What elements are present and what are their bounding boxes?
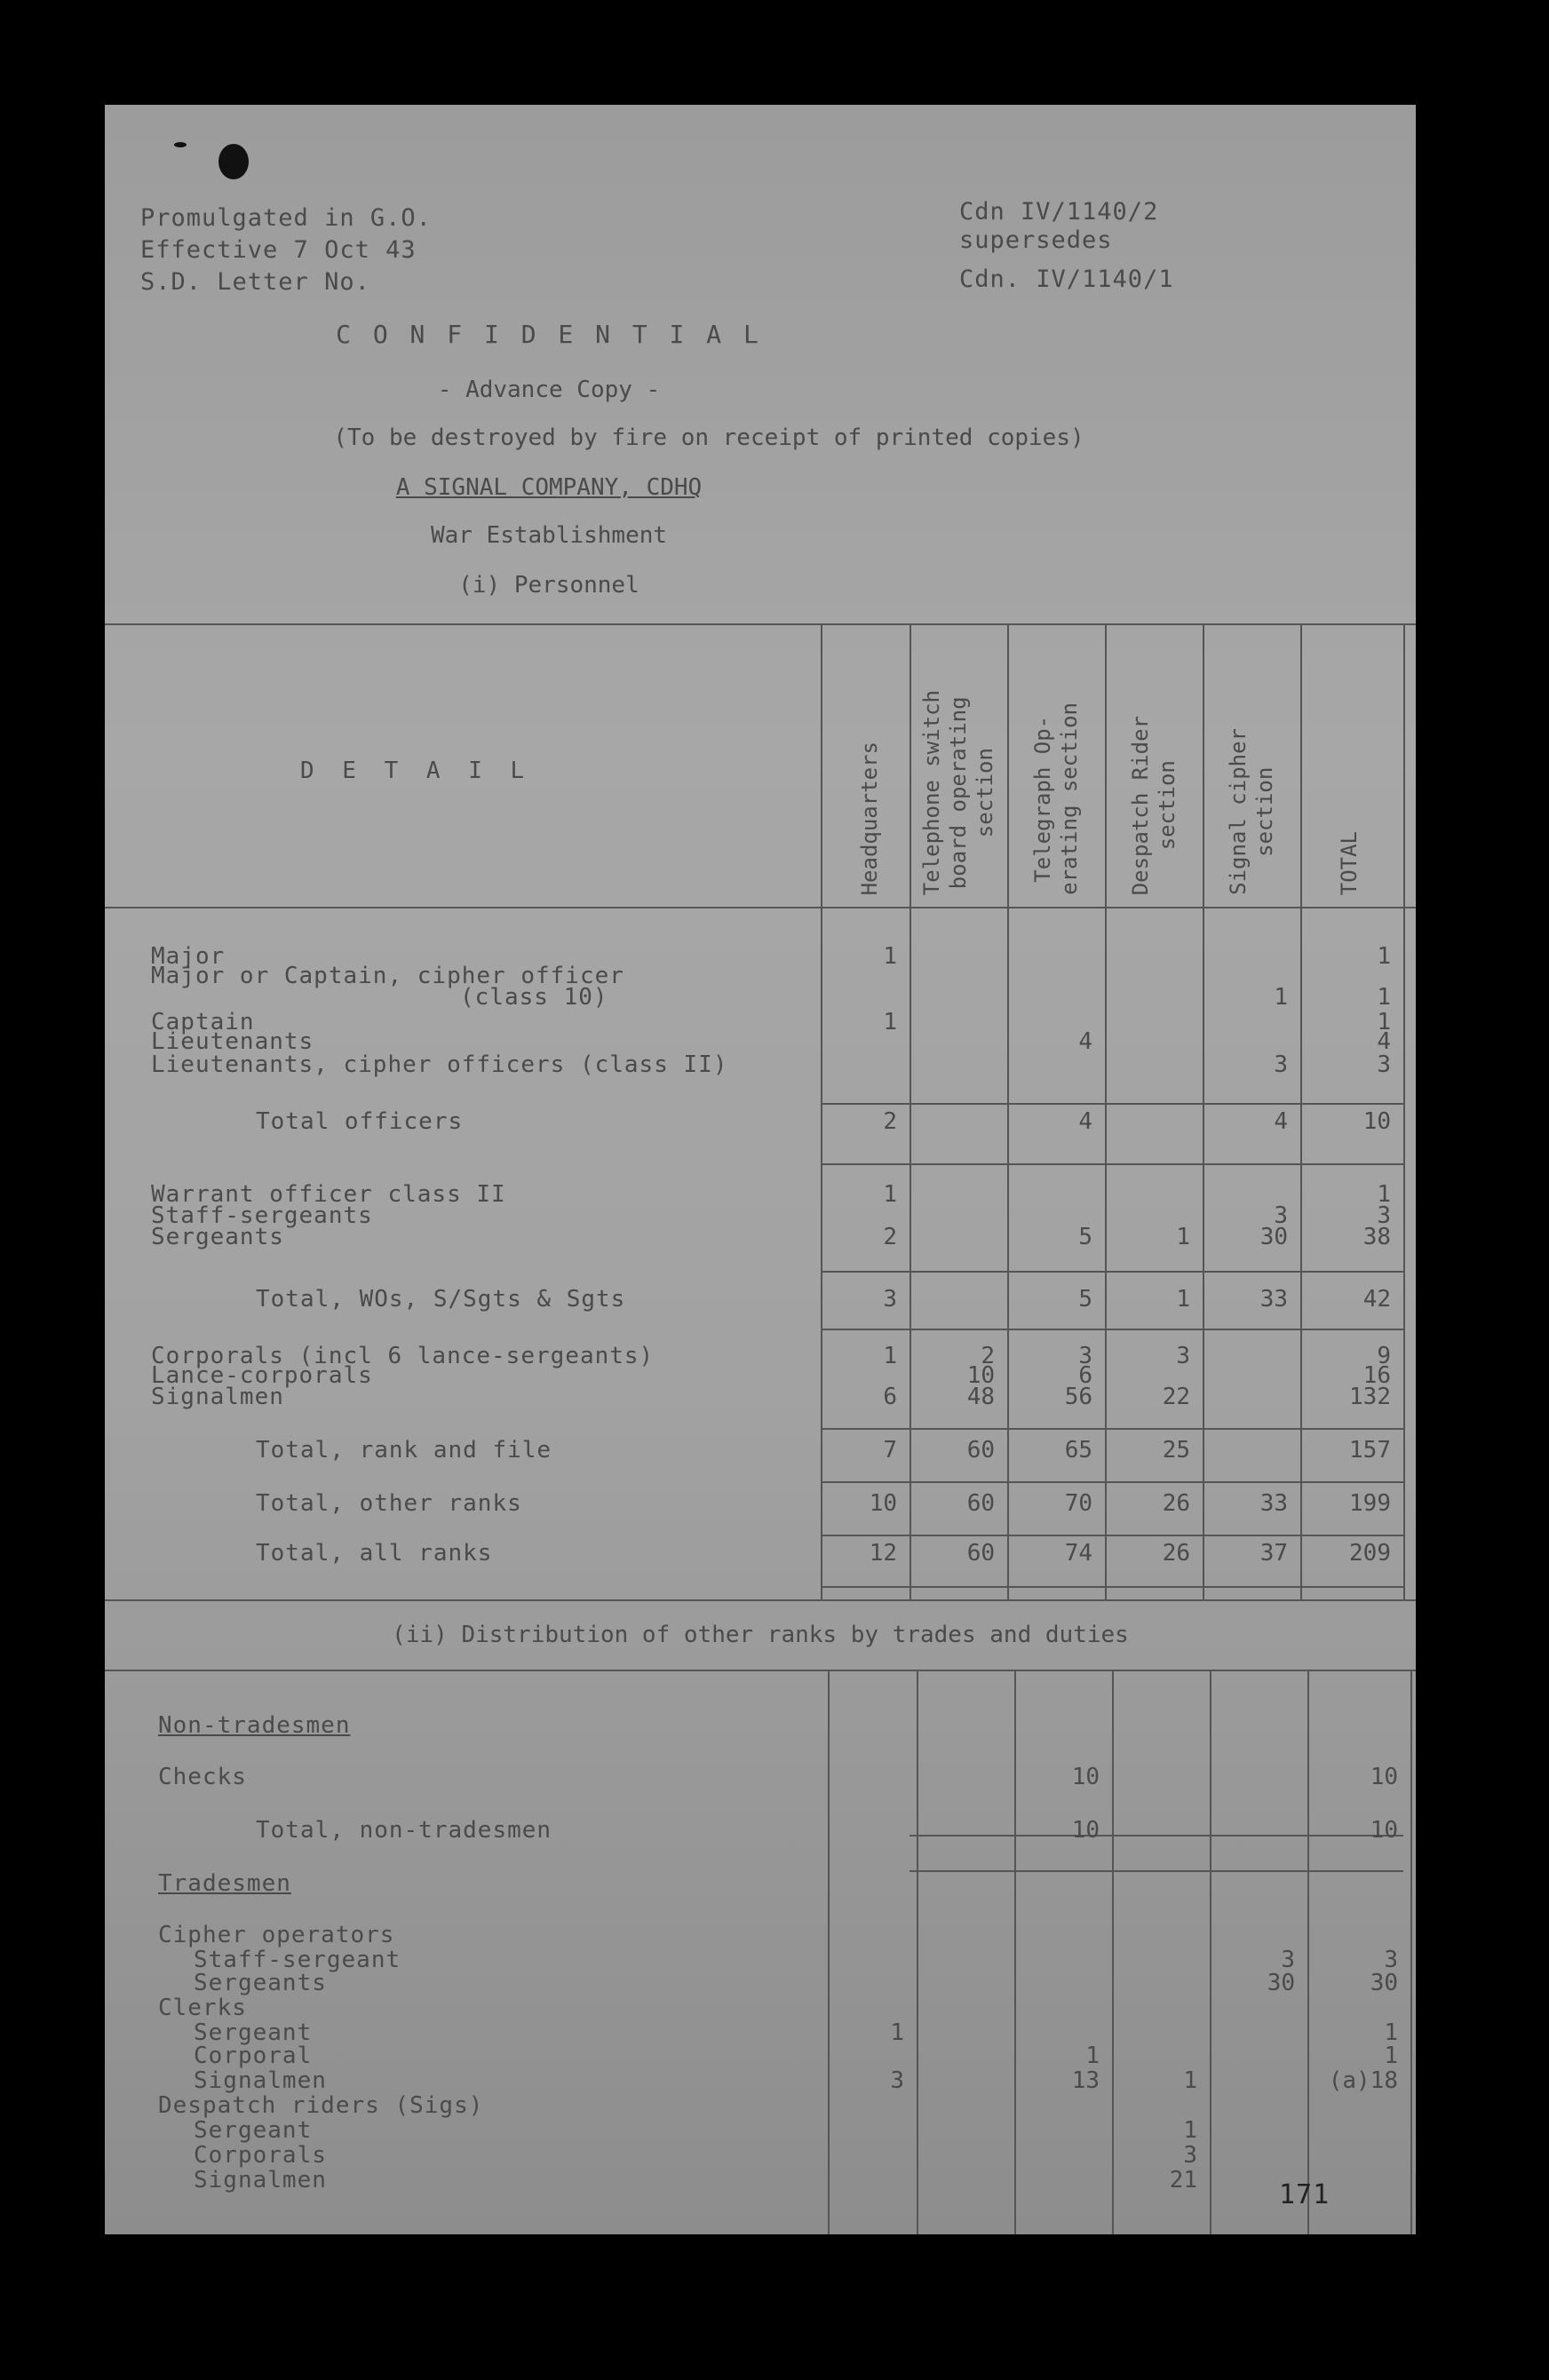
distribution-label: Non-tradesmen bbox=[158, 1712, 351, 1739]
column-header-0 bbox=[821, 638, 918, 895]
personnel-cell: 16 bbox=[1362, 1362, 1391, 1389]
distribution-label: Corporal bbox=[194, 2043, 313, 2069]
distribution-cell: (a)18 bbox=[1328, 2067, 1398, 2094]
col-rule-lower-2 bbox=[1014, 1670, 1016, 2234]
personnel-cell: 33 bbox=[1259, 1286, 1288, 1313]
unit-title: A SIGNAL COMPANY, CDHQ bbox=[395, 474, 703, 501]
personnel-label: Major bbox=[151, 943, 226, 970]
distribution-cell: 10 bbox=[1071, 1817, 1100, 1844]
classification: C O N F I D E N T I A L bbox=[336, 320, 762, 349]
personnel-cell: 1 bbox=[1377, 943, 1391, 970]
rule-subtotal-1 bbox=[821, 1163, 1403, 1165]
distribution-label: Signalmen bbox=[194, 2167, 327, 2194]
personnel-cell: 1 bbox=[1176, 1286, 1190, 1313]
column-header-label: Signal cipher section bbox=[1226, 728, 1277, 895]
distribution-cell: 30 bbox=[1267, 1970, 1295, 1996]
superseded-number: Cdn. IV/1140/1 bbox=[959, 266, 1174, 293]
doc-number: Cdn IV/1140/2 bbox=[959, 198, 1159, 226]
personnel-cell: 4 bbox=[1078, 1028, 1092, 1055]
supersedes-label: supersedes bbox=[959, 226, 1113, 254]
document-page bbox=[105, 105, 1416, 2234]
personnel-cell: 1 bbox=[1377, 984, 1391, 1011]
rule-subtotal-4 bbox=[821, 1428, 1403, 1430]
rule-subtotal-7 bbox=[821, 1586, 1403, 1588]
personnel-label: Captain bbox=[151, 1009, 255, 1035]
personnel-cell: 10 bbox=[966, 1362, 995, 1389]
personnel-cell: 4 bbox=[1078, 1108, 1092, 1135]
column-header-label: Telephone switch board operating section bbox=[919, 689, 997, 895]
personnel-cell: 199 bbox=[1349, 1490, 1391, 1517]
distribution-cell: 1 bbox=[1384, 2043, 1398, 2069]
distribution-cell: 21 bbox=[1169, 2167, 1197, 2194]
distribution-cell: 10 bbox=[1370, 1764, 1398, 1790]
personnel-cell: 38 bbox=[1362, 1224, 1391, 1250]
personnel-cell: 26 bbox=[1162, 1540, 1190, 1567]
personnel-cell: 157 bbox=[1349, 1437, 1391, 1464]
column-header-2 bbox=[1007, 638, 1105, 895]
ink-speck bbox=[174, 142, 187, 147]
distribution-label: Sergeant bbox=[194, 2117, 313, 2144]
personnel-cell: 1 bbox=[883, 1181, 897, 1208]
column-header-3 bbox=[1105, 638, 1203, 895]
distribution-label: Cipher operators bbox=[158, 1922, 395, 1948]
personnel-cell: 1 bbox=[883, 943, 897, 970]
distribution-cell: 1 bbox=[890, 2019, 904, 2046]
personnel-cell: 70 bbox=[1064, 1490, 1092, 1517]
personnel-cell: 3 bbox=[1377, 1202, 1391, 1229]
rule-nontrades-1 bbox=[910, 1870, 1403, 1872]
distribution-label: Sergeants bbox=[194, 1970, 327, 1996]
distribution-label: Sergeant bbox=[194, 2019, 313, 2046]
personnel-cell: 1 bbox=[1377, 1181, 1391, 1208]
col-rule-lower-1 bbox=[917, 1670, 918, 2234]
distribution-label: Tradesmen bbox=[158, 1870, 291, 1897]
distribution-cell: 1 bbox=[1183, 2117, 1197, 2144]
personnel-cell: 4 bbox=[1377, 1028, 1391, 1055]
rule-subtotal-6 bbox=[821, 1535, 1403, 1536]
personnel-cell: 2 bbox=[883, 1224, 897, 1250]
personnel-label: Staff-sergeants bbox=[151, 1202, 373, 1229]
rule-header-bottom bbox=[105, 907, 1416, 908]
personnel-label: Total, all ranks bbox=[256, 1540, 493, 1567]
personnel-cell: 60 bbox=[966, 1490, 995, 1517]
promulgated-line: Promulgated in G.O. bbox=[140, 204, 432, 232]
personnel-cell: 22 bbox=[1162, 1384, 1190, 1410]
personnel-label: Sergeants bbox=[151, 1224, 284, 1250]
column-header-5 bbox=[1300, 638, 1398, 895]
personnel-cell: 3 bbox=[1377, 1051, 1391, 1078]
header-right bbox=[959, 198, 1174, 294]
personnel-cell: 1 bbox=[883, 1343, 897, 1369]
distribution-cell: 10 bbox=[1071, 1764, 1100, 1790]
distribution-label: Staff-sergeant bbox=[194, 1947, 401, 1973]
distribution-cell: 30 bbox=[1370, 1970, 1398, 1996]
personnel-cell: 37 bbox=[1259, 1540, 1288, 1567]
rule-part1-end bbox=[105, 1599, 1416, 1601]
rule-subtotal-5 bbox=[821, 1481, 1403, 1483]
destroy-instruction: (To be destroyed by fire on receipt of printed copies) bbox=[333, 424, 1084, 451]
column-header-label: TOTAL bbox=[1337, 830, 1362, 895]
rule-subtotal-2 bbox=[821, 1271, 1403, 1273]
personnel-cell: 3 bbox=[1176, 1343, 1190, 1369]
personnel-cell: 26 bbox=[1162, 1490, 1190, 1517]
personnel-label: Total, rank and file bbox=[256, 1437, 552, 1464]
effective-line: Effective 7 Oct 43 bbox=[140, 236, 417, 264]
distribution-cell: 1 bbox=[1183, 2067, 1197, 2094]
distribution-cell: 3 bbox=[890, 2067, 904, 2094]
personnel-label: Total, WOs, S/Sgts & Sgts bbox=[256, 1286, 626, 1313]
personnel-cell: 7 bbox=[883, 1437, 897, 1464]
personnel-cell: 25 bbox=[1162, 1437, 1190, 1464]
personnel-label: Total officers bbox=[256, 1108, 464, 1135]
header-left bbox=[140, 202, 432, 298]
personnel-cell: 30 bbox=[1259, 1224, 1288, 1250]
personnel-cell: 42 bbox=[1362, 1286, 1391, 1313]
rule-top bbox=[105, 623, 1416, 625]
personnel-label: Major or Captain, cipher officer bbox=[151, 963, 624, 989]
part-i-title: (i) Personnel bbox=[458, 572, 639, 599]
personnel-cell: 60 bbox=[966, 1540, 995, 1567]
personnel-label: (class 10) bbox=[460, 984, 608, 1011]
personnel-label: Warrant officer class II bbox=[151, 1181, 506, 1208]
col-rule-6 bbox=[1403, 623, 1405, 1599]
distribution-cell: 1 bbox=[1085, 2043, 1100, 2069]
personnel-cell: 132 bbox=[1349, 1384, 1391, 1410]
part-ii-title: (ii) Distribution of other ranks by trades and duties bbox=[392, 1622, 1129, 1648]
personnel-cell: 10 bbox=[1362, 1108, 1391, 1135]
distribution-cell: 3 bbox=[1281, 1947, 1295, 1973]
personnel-cell: 6 bbox=[1078, 1362, 1092, 1389]
personnel-cell: 1 bbox=[1176, 1224, 1190, 1250]
distribution-label: Corporals bbox=[194, 2142, 327, 2169]
col-rule-lower-6 bbox=[1410, 1670, 1412, 2234]
personnel-label: Corporals (incl 6 lance-sergeants) bbox=[151, 1343, 655, 1369]
column-header-label: Telegraph Op- erating section bbox=[1030, 702, 1082, 895]
personnel-cell: 56 bbox=[1064, 1384, 1092, 1410]
personnel-cell: 33 bbox=[1259, 1490, 1288, 1517]
personnel-cell: 74 bbox=[1064, 1540, 1092, 1567]
establishment-title: War Establishment bbox=[430, 522, 668, 549]
column-header-label: Headquarters bbox=[857, 741, 882, 895]
personnel-cell: 5 bbox=[1078, 1286, 1092, 1313]
distribution-cell: 3 bbox=[1183, 2142, 1197, 2169]
personnel-cell: 209 bbox=[1349, 1540, 1391, 1567]
personnel-label: Total, other ranks bbox=[256, 1490, 522, 1517]
personnel-cell: 3 bbox=[1274, 1202, 1288, 1229]
detail-header: D E T A I L bbox=[300, 758, 532, 784]
distribution-label: Total, non-tradesmen bbox=[256, 1817, 552, 1844]
distribution-label: Despatch riders (Sigs) bbox=[158, 2092, 484, 2119]
rule-subtotal-0 bbox=[821, 1103, 1403, 1105]
personnel-cell: 3 bbox=[1274, 1051, 1288, 1078]
personnel-label: Lieutenants, cipher officers (class II) bbox=[151, 1051, 728, 1078]
personnel-cell: 2 bbox=[883, 1108, 897, 1135]
col-rule-lower-0 bbox=[828, 1670, 830, 2234]
personnel-label: Signalmen bbox=[151, 1384, 284, 1410]
sd-letter-line: S.D. Letter No. bbox=[140, 268, 370, 296]
personnel-cell: 1 bbox=[1274, 984, 1288, 1011]
personnel-cell: 2 bbox=[981, 1343, 995, 1369]
ink-blot bbox=[218, 144, 249, 179]
personnel-cell: 60 bbox=[966, 1437, 995, 1464]
distribution-label: Clerks bbox=[158, 1995, 247, 2021]
column-header-4 bbox=[1203, 638, 1300, 895]
personnel-label: Lance-corporals bbox=[151, 1362, 373, 1389]
personnel-cell: 48 bbox=[966, 1384, 995, 1410]
personnel-cell: 6 bbox=[883, 1384, 897, 1410]
distribution-cell: 3 bbox=[1384, 1947, 1398, 1973]
personnel-cell: 3 bbox=[1078, 1343, 1092, 1369]
personnel-cell: 65 bbox=[1064, 1437, 1092, 1464]
distribution-cell: 13 bbox=[1071, 2067, 1100, 2094]
personnel-cell: 9 bbox=[1377, 1343, 1391, 1369]
personnel-label: Lieutenants bbox=[151, 1028, 314, 1055]
distribution-cell: 10 bbox=[1370, 1817, 1398, 1844]
personnel-cell: 5 bbox=[1078, 1224, 1092, 1250]
personnel-cell: 10 bbox=[869, 1490, 897, 1517]
distribution-label: Signalmen bbox=[194, 2067, 327, 2094]
column-header-1 bbox=[910, 638, 1007, 895]
personnel-cell: 1 bbox=[883, 1009, 897, 1035]
rule-subtotal-3 bbox=[821, 1329, 1403, 1330]
distribution-label: Checks bbox=[158, 1764, 247, 1790]
rule-part2-start bbox=[105, 1670, 1416, 1671]
distribution-cell: 1 bbox=[1384, 2019, 1398, 2046]
advance-copy: - Advance Copy - bbox=[437, 377, 661, 403]
column-header-label: Despatch Rider section bbox=[1128, 715, 1180, 895]
personnel-cell: 12 bbox=[869, 1540, 897, 1567]
personnel-cell: 1 bbox=[1377, 1009, 1391, 1035]
personnel-cell: 4 bbox=[1274, 1108, 1288, 1135]
personnel-cell: 3 bbox=[883, 1286, 897, 1313]
page-number: 171 bbox=[1279, 2179, 1331, 2210]
